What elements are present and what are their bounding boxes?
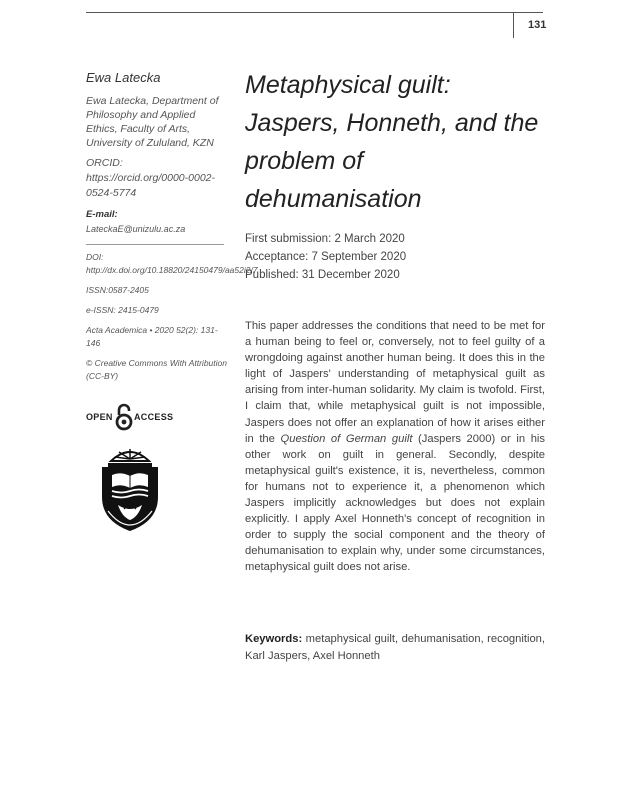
keywords <box>245 631 545 664</box>
page-number: 131 <box>528 19 547 31</box>
orcid[interactable]: ORCID: https://orcid.org/0000-0002-0524-5774 <box>86 157 215 199</box>
issn: ISSN:0587-2405 <box>86 285 149 295</box>
open-access-word-open: OPEN <box>86 412 113 422</box>
email-address[interactable]: LateckaE@unizulu.ac.za <box>86 224 186 234</box>
padlock-icon <box>115 402 133 432</box>
sidebar <box>86 70 258 390</box>
university-crest-icon <box>94 445 166 535</box>
author-affiliation: Ewa Latecka, Department of Philosophy and Applied Ethics, Faculty of Arts, University of Zululand, KZN <box>86 95 219 149</box>
doi[interactable]: DOI: http://dx.doi.org/10.18820/24150479/aa52i2/7 <box>86 252 258 275</box>
abstract <box>245 318 545 576</box>
submission-dates <box>245 230 406 284</box>
author-name: Ewa Latecka <box>86 70 161 85</box>
eissn: e-ISSN: 2415-0479 <box>86 305 159 315</box>
header-rule <box>86 12 543 13</box>
acceptance-date: Acceptance: 7 September 2020 <box>245 251 407 263</box>
published-date: Published: 31 December 2020 <box>245 269 400 281</box>
citation: Acta Academica • 2020 52(2): 131-146 <box>86 325 218 348</box>
open-access-word-access: ACCESS <box>134 412 174 422</box>
email-label: E-mail: <box>86 209 118 220</box>
license: © Creative Commons With Attribution (CC-BY) <box>86 358 227 381</box>
article-title: Metaphysical guilt: Jaspers, Honneth, and the problem of dehumanisation <box>245 71 539 213</box>
first-submission-date: First submission: 2 March 2020 <box>245 233 405 245</box>
publication-meta <box>86 251 258 383</box>
keywords-list: metaphysical guilt, dehumanisation, recognition, Karl Jaspers, Axel Honneth <box>245 633 545 662</box>
meta-divider <box>86 244 224 245</box>
abstract-text-part-2: (Jaspers 2000) or in his other work on guilt in general. Secondly, despite metaphysical guilt's existence, it is, nevertheless, common for humans not to experience it, a phenomenon which Jaspers implicitly acknowledges but does not explain explicitly. I apply Axel Honneth's concept of recognition in order to supply the social component and the theory of dehumanisation to explain why, under some circumstances, metaphysical guilt does not arise. <box>245 432 545 574</box>
abstract-italic-title: Question of German guilt <box>280 432 413 445</box>
keywords-label: Keywords: <box>245 633 303 645</box>
header-divider <box>513 12 514 38</box>
abstract-text-part-1: This paper addresses the conditions that need to be met for a human being to feel or, conversely, not to feel guilty of a wrongdoing against another human being. It does this in the light of Jaspers' understanding of metaphysical guilt as arising from inter-human solidarity. My claim is twofold. First, I claim that, while metaphysical guilt is not impossible, Jaspers does not offer an explanation of how it arises either in the <box>245 320 545 445</box>
